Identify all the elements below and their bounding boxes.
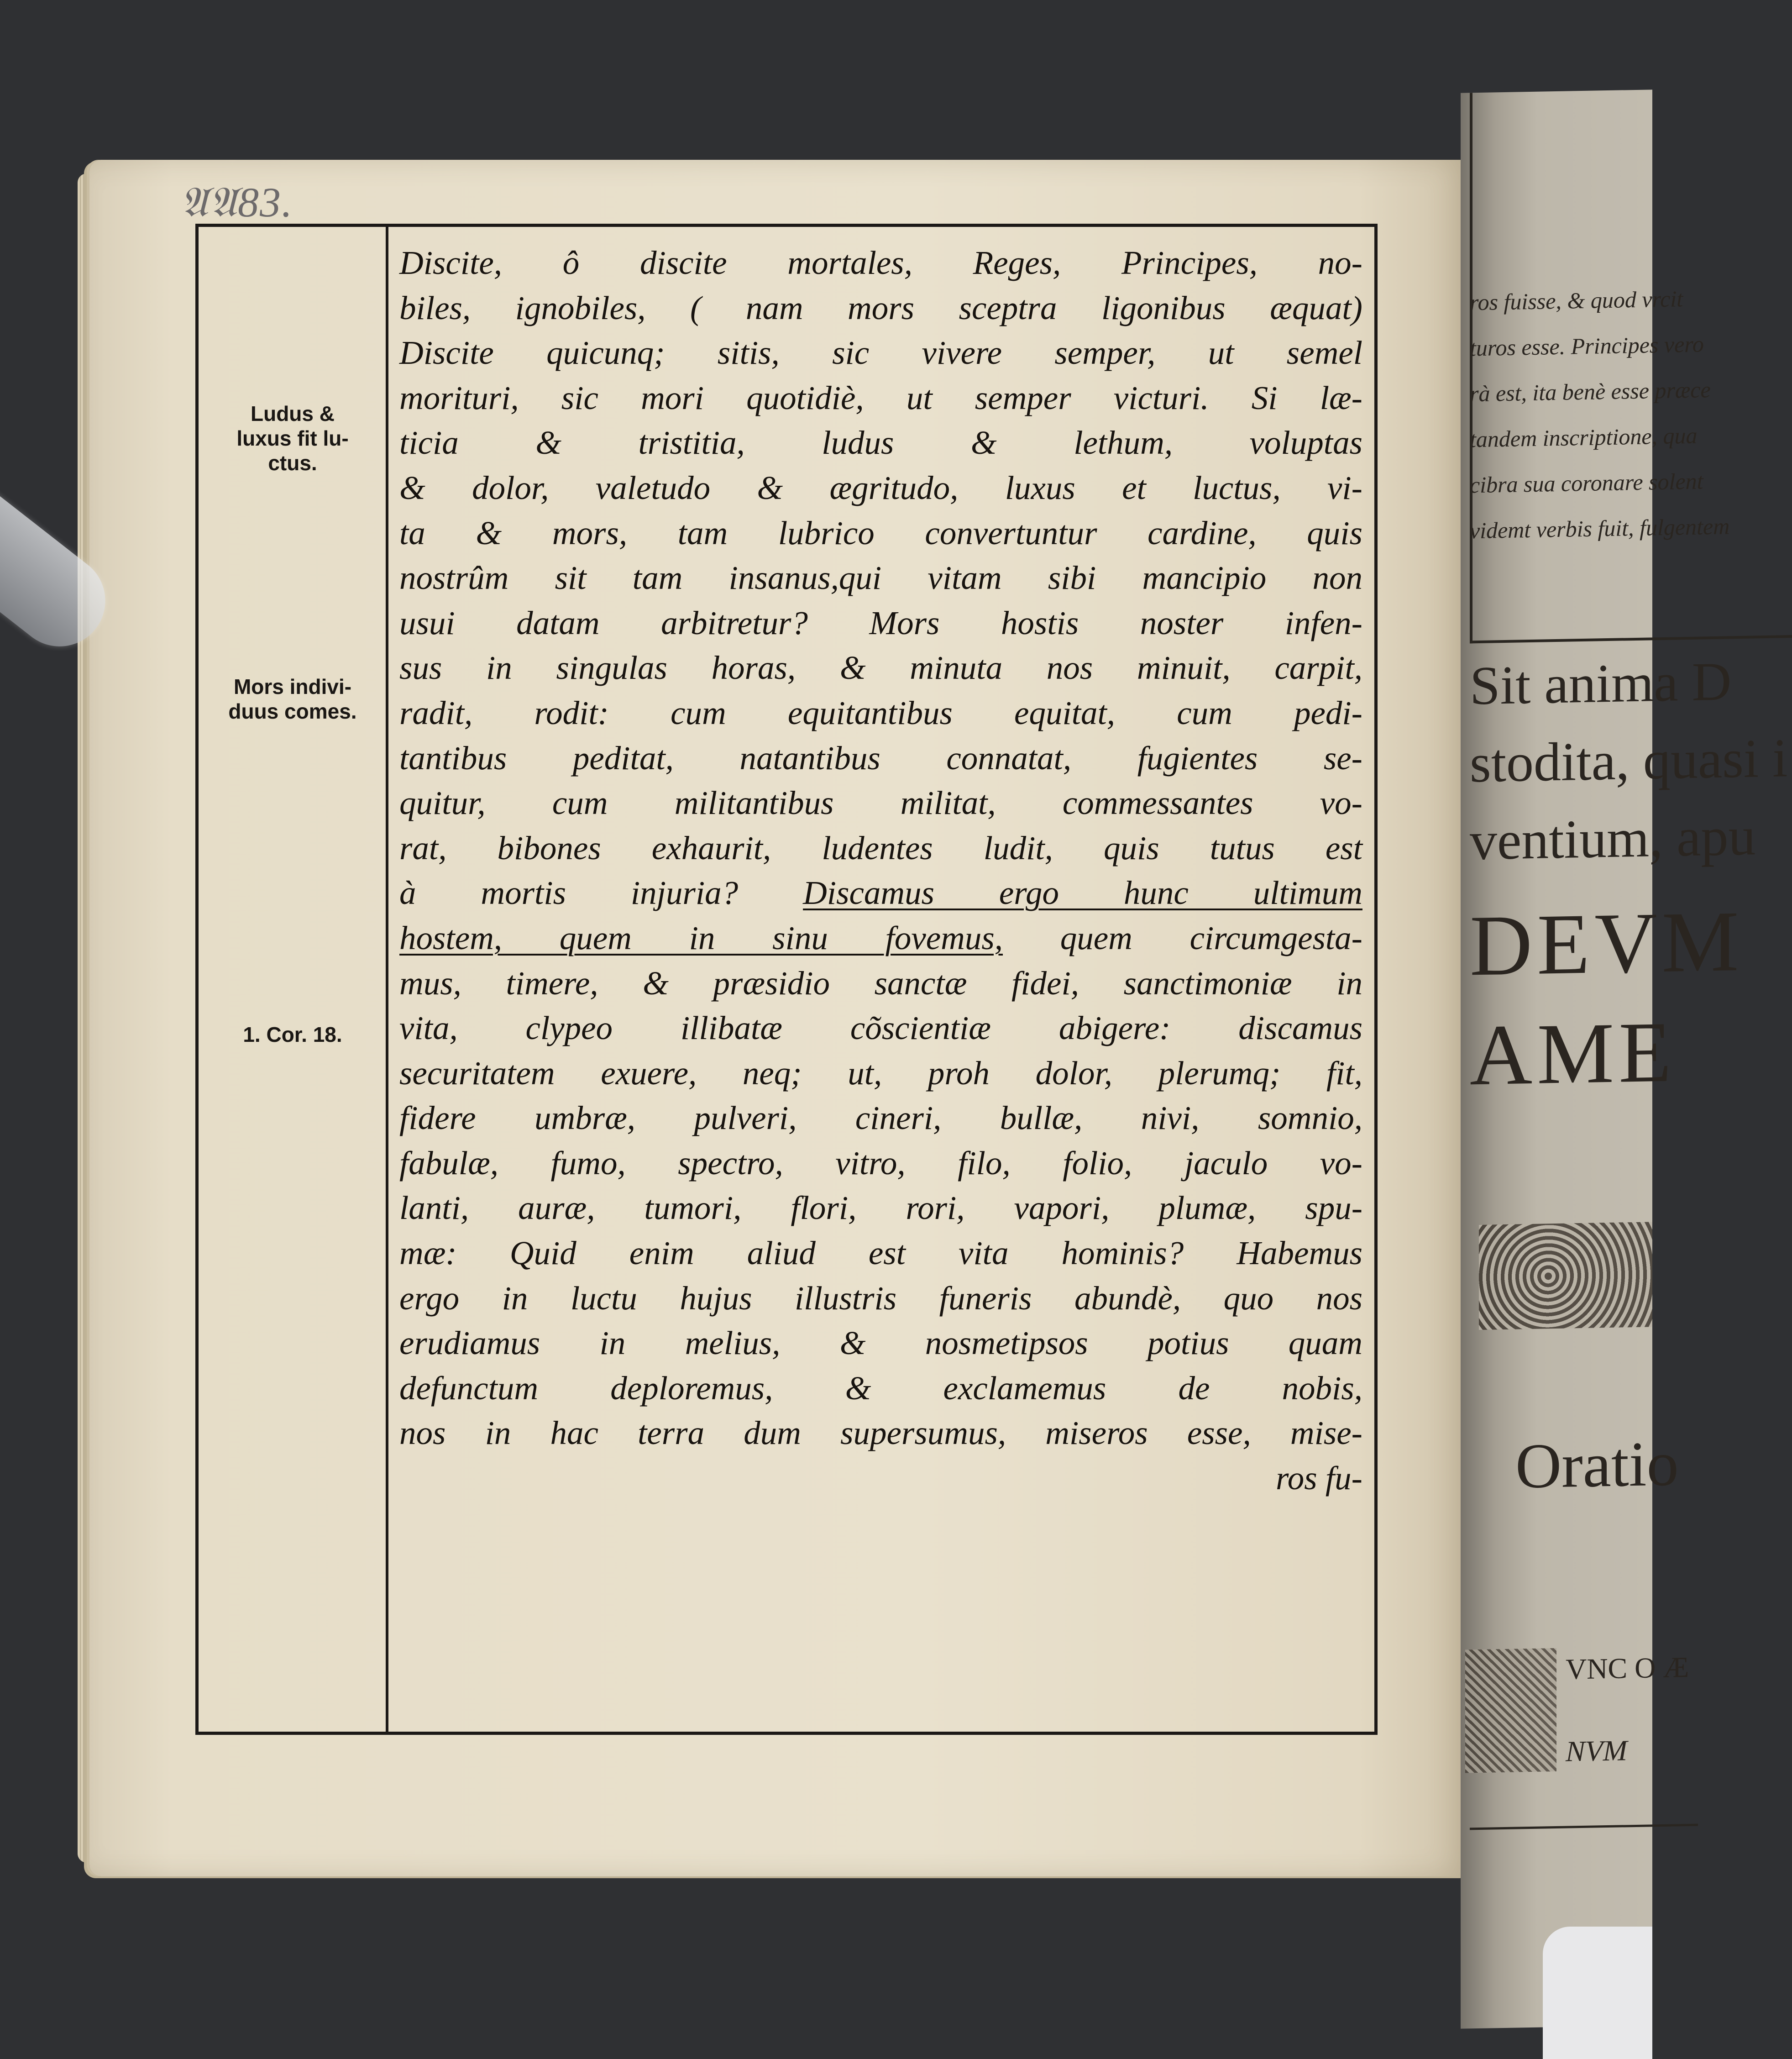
text-line: quitur, cum militantibus militat, commessantes vo- <box>399 784 1362 822</box>
right-page-line: cibra sua coronare solent <box>1470 468 1703 498</box>
text-line: fabulæ, fumo, spectro, vitro, filo, folio, jaculo vo- <box>399 1144 1362 1182</box>
margin-note-mors <box>201 674 384 724</box>
text-line: sus in singulas horas, & minuta nos minuit, carpit, <box>399 649 1362 687</box>
text-line: fidere umbræ, pulveri, cineri, bullæ, nivi, somnio, <box>399 1099 1362 1137</box>
right-page-frame <box>1470 87 1792 643</box>
text-line: Discite quicunq; sitis, sic vivere semper, ut semel <box>399 334 1362 372</box>
text-line: morituri, sic mori quotidiè, ut semper victuri. Si læ- <box>399 379 1362 416</box>
text-line: ergo in luctu hujus illustris funeris abundè, quo nos <box>399 1279 1362 1317</box>
right-page-caption: ventium, apu <box>1470 805 1756 872</box>
right-page-line: rà est, ita benè esse præce <box>1470 377 1711 407</box>
margin-note-line: Mors indivi- <box>233 675 352 699</box>
catchword-line: ros fu- <box>1276 1460 1362 1497</box>
right-page-caption: stodita, quasi i <box>1470 727 1788 794</box>
right-page-line: videmt verbis fuit, fulgentem <box>1470 513 1730 544</box>
support-cloth <box>1543 1927 1652 2059</box>
margin-note-line: Ludus & <box>251 402 335 425</box>
right-page-line: tandem inscriptione, qua <box>1470 422 1698 452</box>
right-page-line: VNC O Æ <box>1566 1650 1689 1686</box>
text-line-underlined: à mortis injuria? Discamus ergo hunc ultimum <box>399 874 1362 912</box>
text-line: mæ: Quid enim aliud est vita hominis? Habemus <box>399 1234 1362 1272</box>
text-line: mus, timere, & præsidio sanctæ fidei, sanctimoniæ in <box>399 964 1362 1002</box>
text-line: rat, bibones exhaurit, ludentes ludit, quis tutus est <box>399 829 1362 867</box>
margin-note-line: 1. Cor. 18. <box>243 1023 342 1046</box>
right-page-caption: DEVM <box>1470 893 1744 994</box>
margin-note-line: luxus fit lu- <box>236 426 349 450</box>
text-frame <box>195 224 1378 1735</box>
text-line: vita, clypeo illibatæ cõscientiæ abigere: discamus <box>399 1009 1362 1047</box>
text-line: ticia & tristitia, ludus & lethum, voluptas <box>399 424 1362 462</box>
right-page <box>1461 89 1788 2028</box>
text-line: tantibus peditat, natantibus connatat, fugientes se- <box>399 739 1362 777</box>
text-line: ta & mors, tam lubrico convertuntur cardine, quis <box>399 514 1362 552</box>
margin-note-line: ctus. <box>268 451 317 475</box>
column-rule <box>386 227 388 1732</box>
right-page-caption: AME <box>1470 1004 1677 1104</box>
text-line: & dolor, valetudo & ægritudo, luxus et luctus, vi- <box>399 469 1362 506</box>
text-line: nos in hac terra dum supersumus, miseros esse, mise- <box>399 1414 1362 1452</box>
text-line: biles, ignobiles, ( nam mors sceptra ligonibus æquat) <box>399 289 1362 326</box>
decorated-initial <box>1465 1648 1556 1773</box>
underlined-phrase: Discamus ergo hunc ultimum <box>803 874 1362 912</box>
folio-mark: 𝔄𝔄83. <box>180 179 293 226</box>
text-line-underlined: hostem, quem in sinu fovemus, quem circumgesta- <box>399 919 1362 956</box>
margin-note-cor <box>201 1022 384 1047</box>
text-line: nostrûm sit tam insanus,qui vitam sibi mancipio non <box>399 559 1362 597</box>
right-page-rule <box>1470 1824 1698 1830</box>
underlined-phrase: hostem, quem in sinu fovemus, <box>399 919 1003 956</box>
body-text <box>399 241 1362 1501</box>
text-line: defunctum deploremus, & exclamemus de nobis, <box>399 1369 1362 1407</box>
ornament-band <box>1479 1222 1652 1330</box>
right-page-line: turos esse. Principes vero <box>1470 331 1704 361</box>
margin-note-ludus <box>201 401 384 475</box>
text-line: securitatem exuere, neq; ut, proh dolor, plerumq; fit, <box>399 1054 1362 1092</box>
text-line: radit, rodit: cum equitantibus equitat, cum pedi- <box>399 694 1362 731</box>
margin-column <box>199 227 386 1732</box>
text-line: erudiamus in melius, & nosmetipsos potius quam <box>399 1324 1362 1362</box>
text-line: lanti, auræ, tumori, flori, rori, vapori, plumæ, spu- <box>399 1189 1362 1227</box>
right-page-line: NVM <box>1566 1734 1628 1768</box>
right-page-caption: Sit anima D <box>1470 651 1732 716</box>
right-page-line: ros fuisse, & quod vrcit <box>1470 286 1683 315</box>
text-line: Discite, ô discite mortales, Reges, Principes, no- <box>399 244 1362 281</box>
right-page-heading: Oratio <box>1515 1428 1679 1502</box>
text-line: usui datam arbitretur? Mors hostis noster infen- <box>399 604 1362 641</box>
margin-note-line: duus comes. <box>228 699 357 723</box>
